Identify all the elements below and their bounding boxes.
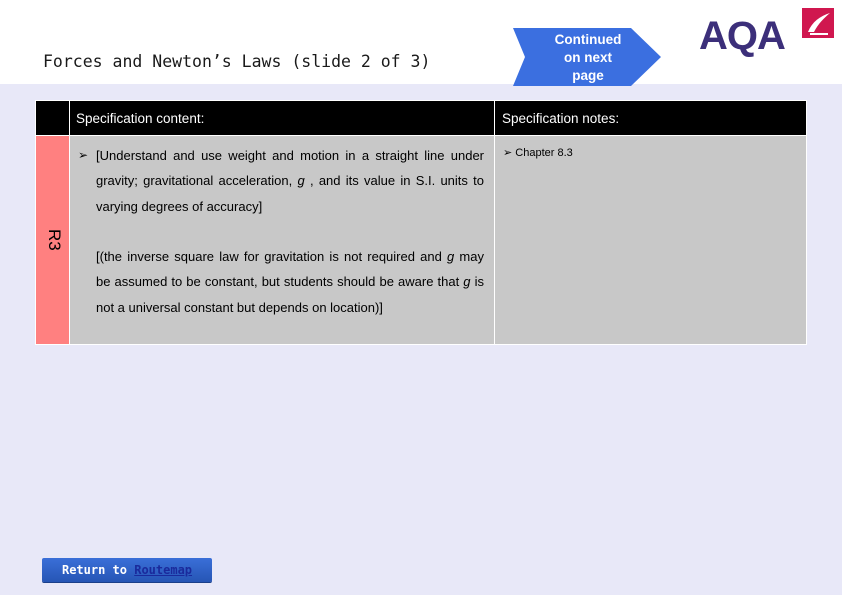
para1-prefix: [Understand and use weight and motion in a straight line under gravity; gravitational acceleration, [96,148,484,189]
page-title: Forces and Newton’s Laws (slide 2 of 3) [43,52,431,71]
para2-symbol2: g [463,274,471,290]
side-label-cell [35,135,70,345]
table-header-notes [494,100,807,136]
notes-list-item [503,146,573,159]
notes-item-text: Chapter 8.3 [515,147,573,159]
continued-badge-text [513,31,663,85]
para2-middle: may be assumed to be constant, but students should be aware that [96,249,484,290]
para2-suffix: is not a universal constant but depends on location)] [96,274,485,315]
bullet-arrow-icon: ➢ [78,148,89,162]
content-paragraph-1 [96,143,484,219]
badge-line-3: page [572,68,604,83]
para2-symbol: g [447,249,455,264]
logo-quill-icon [802,8,834,40]
logo-text: AQA [699,14,785,58]
continued-badge[interactable] [513,28,661,86]
badge-line-1: Continued [554,32,622,47]
routemap-link[interactable]: Routemap [134,563,193,577]
notes-cell [494,135,807,345]
table-header-side [35,100,70,136]
para1-suffix: , and its value in S.I. units to varying degrees of accuracy] [96,173,485,214]
table-header-content [69,100,495,136]
para2-prefix: [(the inverse square law for gravitation is not required and [96,249,448,264]
bullet-arrow-icon: ➢ [503,147,513,159]
notes-header-label: Specification notes: [502,111,620,126]
para1-symbol: g [297,173,305,189]
content-cell [69,135,495,345]
side-label: R3 [45,229,64,251]
content-paragraph-2 [96,244,484,320]
slide-header [0,0,842,84]
return-prefix: Return to [61,563,135,577]
badge-line-2: on next [563,50,612,65]
content-header-label: Specification content: [76,111,205,126]
return-to-routemap-button[interactable] [42,558,212,582]
